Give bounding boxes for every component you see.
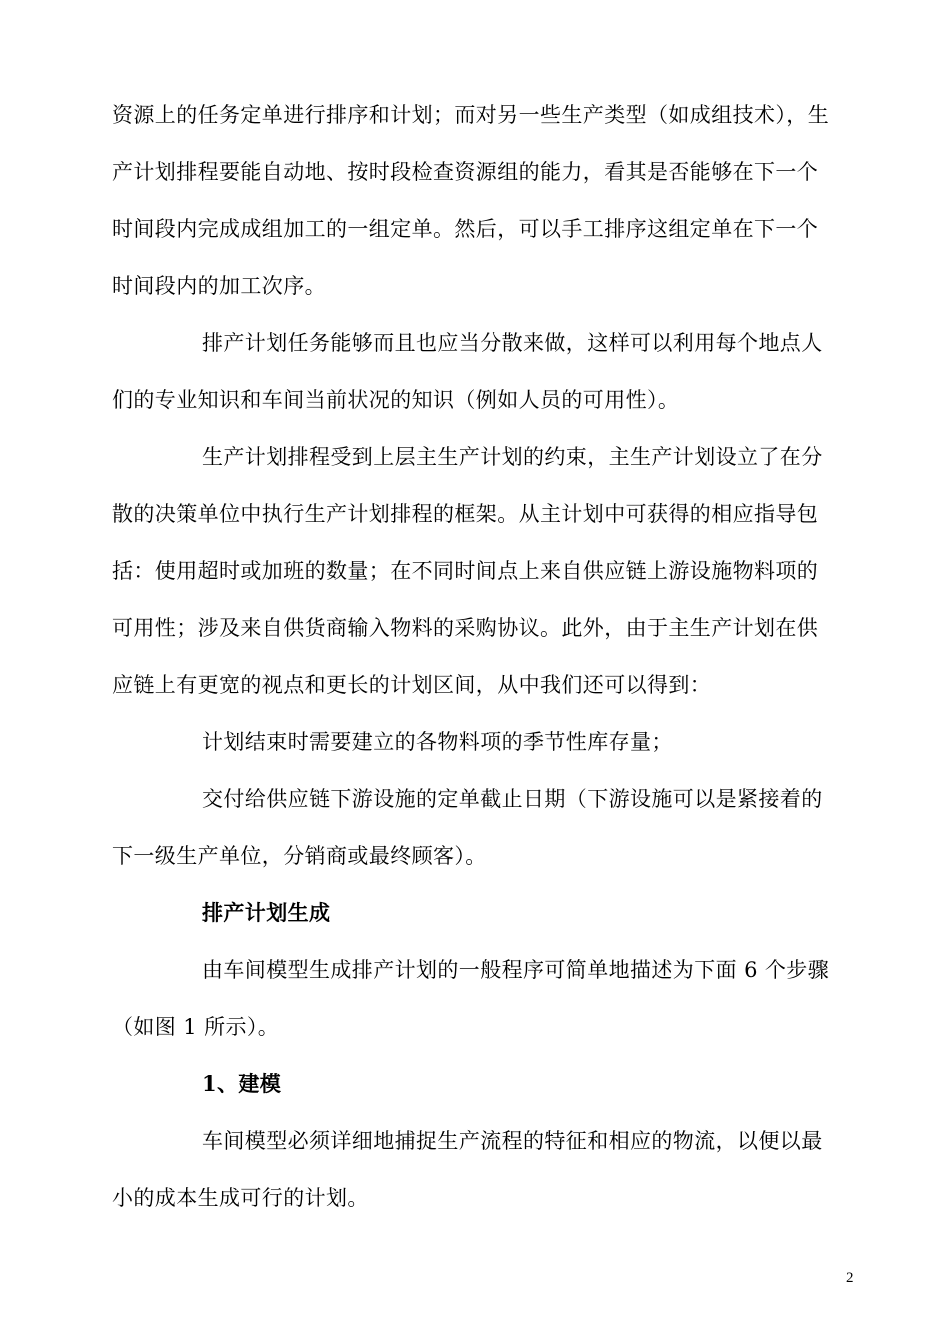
paragraph-line: 应链上有更宽的视点和更长的计划区间，从中我们还可以得到： bbox=[112, 673, 712, 697]
paragraph-line: 括：使用超时或加班的数量；在不同时间点上来自供应链上游设施物料项的 bbox=[112, 559, 819, 583]
subsection-heading: 1、建模 bbox=[202, 1071, 282, 1096]
paragraph-line: 生产计划排程受到上层主生产计划的约束，主生产计划设立了在分 bbox=[202, 445, 823, 469]
page-number: 2 bbox=[846, 1270, 854, 1286]
paragraph-line: 时间段内完成成组加工的一组定单。然后，可以手工排序这组定单在下一个 bbox=[112, 217, 819, 241]
paragraph-line: 们的专业知识和车间当前状况的知识（例如人员的可用性）。 bbox=[112, 388, 680, 412]
paragraph-line: （如图 1 所示）。 bbox=[112, 1015, 280, 1039]
paragraph-line: 小的成本生成可行的计划。 bbox=[112, 1186, 369, 1210]
paragraph-line: 散的决策单位中执行生产计划排程的框架。从主计划中可获得的相应指导包 bbox=[112, 502, 819, 526]
paragraph-line: 下一级生产单位，分销商或最终顾客）。 bbox=[112, 844, 487, 868]
paragraph-line: 可用性；涉及来自供货商输入物料的采购协议。此外，由于主生产计划在供 bbox=[112, 616, 819, 640]
section-heading: 排产计划生成 bbox=[202, 900, 331, 925]
paragraph-line: 交付给供应链下游设施的定单截止日期（下游设施可以是紧接着的 bbox=[202, 787, 823, 811]
paragraph-line: 由车间模型生成排产计划的一般程序可简单地描述为下面 6 个步骤 bbox=[202, 958, 830, 982]
paragraph-line: 时间段内的加工次序。 bbox=[112, 274, 326, 298]
paragraph-line: 计划结束时需要建立的各物料项的季节性库存量； bbox=[202, 730, 673, 754]
paragraph-line: 排产计划任务能够而且也应当分散来做，这样可以利用每个地点人 bbox=[202, 331, 823, 355]
paragraph-line: 车间模型必须详细地捕捉生产流程的特征和相应的物流，以便以最 bbox=[202, 1129, 823, 1153]
paragraph-line: 资源上的任务定单进行排序和计划；而对另一些生产类型（如成组技术），生 bbox=[112, 103, 830, 127]
paragraph-line: 产计划排程要能自动地、按时段检查资源组的能力，看其是否能够在下一个 bbox=[112, 160, 819, 184]
